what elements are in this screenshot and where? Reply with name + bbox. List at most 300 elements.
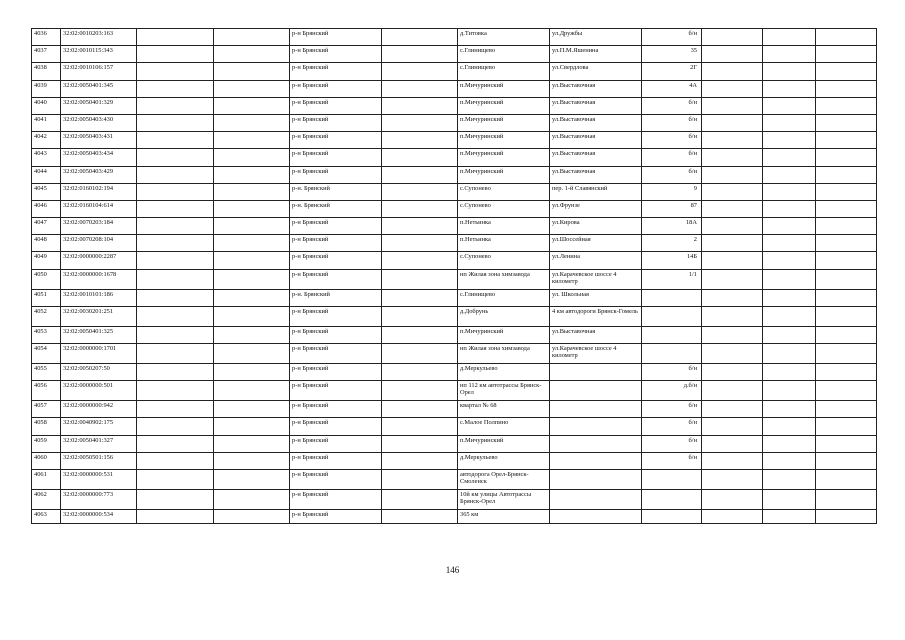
cell-settlement: п.Мичуринский: [458, 166, 550, 183]
cell-blank-col-10: [702, 489, 763, 509]
cell-record-number: 4043: [32, 149, 61, 166]
cell-blank-col-10: [702, 149, 763, 166]
cell-record-number: 4062: [32, 489, 61, 509]
cell-record-number: 4054: [32, 344, 61, 364]
cell-street: пер. 1-й Славянский: [550, 183, 642, 200]
cell-blank-col-12: [816, 381, 877, 401]
cell-house-number: б/н: [642, 29, 702, 46]
cell-cadastral-number: 32:02:0050207:50: [61, 364, 137, 381]
cell-blank-col-11: [763, 401, 816, 418]
cell-blank-col-12: [816, 289, 877, 306]
cell-blank-col-3: [137, 344, 214, 364]
cell-house-number: [642, 326, 702, 343]
cell-record-number: 4055: [32, 364, 61, 381]
cell-blank-col-11: [763, 235, 816, 252]
cell-blank-col-6: [382, 509, 458, 523]
cell-blank-col-6: [382, 235, 458, 252]
register-body: [32, 29, 877, 524]
cell-blank-col-11: [763, 489, 816, 509]
cell-blank-col-4: [214, 166, 290, 183]
cell-record-number: 4041: [32, 114, 61, 131]
cell-house-number: д.б/н: [642, 381, 702, 401]
cell-record-number: 4059: [32, 435, 61, 452]
cell-blank-col-6: [382, 183, 458, 200]
cell-blank-col-11: [763, 114, 816, 131]
cell-record-number: 4049: [32, 252, 61, 269]
cell-blank-col-12: [816, 509, 877, 523]
cell-blank-col-12: [816, 235, 877, 252]
cell-house-number: 2Г: [642, 63, 702, 80]
cell-blank-col-3: [137, 469, 214, 489]
cell-district: р-н Брянский: [290, 46, 382, 63]
table-row: [32, 269, 877, 289]
cell-record-number: 4060: [32, 452, 61, 469]
cell-blank-col-3: [137, 97, 214, 114]
cell-blank-col-12: [816, 435, 877, 452]
cell-house-number: 35: [642, 46, 702, 63]
cell-record-number: 4042: [32, 132, 61, 149]
cell-district: р-н. Брянский: [290, 200, 382, 217]
cell-blank-col-3: [137, 401, 214, 418]
table-row: [32, 132, 877, 149]
cell-blank-col-4: [214, 114, 290, 131]
cell-record-number: 4039: [32, 80, 61, 97]
cell-settlement: д.Добрунь: [458, 306, 550, 326]
cell-blank-col-4: [214, 252, 290, 269]
cell-blank-col-11: [763, 381, 816, 401]
cell-blank-col-12: [816, 489, 877, 509]
cell-blank-col-10: [702, 132, 763, 149]
cell-blank-col-11: [763, 183, 816, 200]
cell-blank-col-10: [702, 252, 763, 269]
cell-blank-col-12: [816, 29, 877, 46]
cell-blank-col-12: [816, 364, 877, 381]
cell-district: р-н. Брянский: [290, 289, 382, 306]
cell-cadastral-number: 32:02:0050403:431: [61, 132, 137, 149]
cell-blank-col-4: [214, 452, 290, 469]
cell-blank-col-6: [382, 29, 458, 46]
cell-blank-col-10: [702, 166, 763, 183]
cell-settlement: п.Мичуринский: [458, 435, 550, 452]
cell-blank-col-4: [214, 63, 290, 80]
cell-record-number: 4063: [32, 509, 61, 523]
cell-blank-col-12: [816, 469, 877, 489]
cell-blank-col-6: [382, 80, 458, 97]
cell-blank-col-4: [214, 149, 290, 166]
cell-settlement: с.Супонево: [458, 183, 550, 200]
cell-blank-col-6: [382, 326, 458, 343]
cell-blank-col-4: [214, 183, 290, 200]
cell-blank-col-4: [214, 29, 290, 46]
page-number: 146: [445, 565, 460, 575]
cell-blank-col-6: [382, 344, 458, 364]
cell-record-number: 4046: [32, 200, 61, 217]
cell-house-number: б/н: [642, 114, 702, 131]
cell-settlement: д.Меркульево: [458, 364, 550, 381]
cell-blank-col-4: [214, 97, 290, 114]
cell-house-number: [642, 469, 702, 489]
table-row: [32, 401, 877, 418]
cell-blank-col-6: [382, 401, 458, 418]
cell-blank-col-12: [816, 252, 877, 269]
cell-street: ул.Выставочная: [550, 326, 642, 343]
cell-blank-col-11: [763, 252, 816, 269]
cell-settlement: с.Глинищево: [458, 289, 550, 306]
cell-cadastral-number: 32:02:0010101:186: [61, 289, 137, 306]
cell-blank-col-11: [763, 200, 816, 217]
cell-blank-col-10: [702, 418, 763, 435]
table-row: [32, 381, 877, 401]
cell-blank-col-6: [382, 418, 458, 435]
cell-record-number: 4037: [32, 46, 61, 63]
cell-street: [550, 364, 642, 381]
cell-blank-col-6: [382, 252, 458, 269]
cell-blank-col-4: [214, 381, 290, 401]
cell-blank-col-12: [816, 97, 877, 114]
cell-blank-col-11: [763, 218, 816, 235]
cell-blank-col-3: [137, 306, 214, 326]
cell-street: ул.Свердлова: [550, 63, 642, 80]
table-row: [32, 452, 877, 469]
cell-cadastral-number: 32:02:0160102:194: [61, 183, 137, 200]
cell-cadastral-number: 32:02:0160104:614: [61, 200, 137, 217]
cell-cadastral-number: 32:02:0000000:942: [61, 401, 137, 418]
cell-house-number: б/н: [642, 166, 702, 183]
cell-cadastral-number: 32:02:0050401:325: [61, 326, 137, 343]
cell-cadastral-number: 32:02:0000000:534: [61, 509, 137, 523]
table-row: [32, 364, 877, 381]
cell-house-number: б/н: [642, 401, 702, 418]
cell-blank-col-12: [816, 166, 877, 183]
cell-blank-col-6: [382, 364, 458, 381]
cell-blank-col-3: [137, 114, 214, 131]
cell-blank-col-3: [137, 381, 214, 401]
cell-blank-col-6: [382, 63, 458, 80]
table-row: [32, 29, 877, 46]
cell-blank-col-10: [702, 235, 763, 252]
cell-blank-col-11: [763, 80, 816, 97]
cell-settlement: д.Меркульево: [458, 452, 550, 469]
cell-blank-col-10: [702, 183, 763, 200]
cell-blank-col-4: [214, 306, 290, 326]
cell-street: [550, 509, 642, 523]
cell-street: [550, 469, 642, 489]
cell-blank-col-6: [382, 149, 458, 166]
cell-street: ул.Выставочная: [550, 132, 642, 149]
cell-record-number: 4045: [32, 183, 61, 200]
table-row: [32, 509, 877, 523]
cell-settlement: п.Мичуринский: [458, 326, 550, 343]
cell-blank-col-6: [382, 435, 458, 452]
table-row: [32, 489, 877, 509]
cell-cadastral-number: 32:02:0050401:327: [61, 435, 137, 452]
cell-settlement: п.Мичуринский: [458, 97, 550, 114]
cell-blank-col-6: [382, 381, 458, 401]
cell-blank-col-6: [382, 132, 458, 149]
cell-district: р-н Брянский: [290, 218, 382, 235]
table-row: [32, 435, 877, 452]
cell-blank-col-3: [137, 149, 214, 166]
cell-street: ул.П.М.Яшенина: [550, 46, 642, 63]
cell-blank-col-4: [214, 326, 290, 343]
cell-blank-col-10: [702, 326, 763, 343]
cell-cadastral-number: 32:02:0050401:329: [61, 97, 137, 114]
cell-record-number: 4061: [32, 469, 61, 489]
cell-blank-col-11: [763, 289, 816, 306]
cell-street: ул. Школьная: [550, 289, 642, 306]
cell-district: р-н Брянский: [290, 489, 382, 509]
cell-blank-col-12: [816, 114, 877, 131]
cell-blank-col-10: [702, 435, 763, 452]
cell-street: ул.Кирова: [550, 218, 642, 235]
table-row: [32, 149, 877, 166]
cell-district: р-н Брянский: [290, 269, 382, 289]
cell-blank-col-10: [702, 289, 763, 306]
cell-cadastral-number: 32:02:0030201:251: [61, 306, 137, 326]
cadastral-register-table: [31, 28, 877, 524]
cell-blank-col-11: [763, 46, 816, 63]
cell-blank-col-12: [816, 200, 877, 217]
cell-settlement: п.Мичуринский: [458, 132, 550, 149]
cell-settlement: квартал № 68: [458, 401, 550, 418]
cell-blank-col-4: [214, 132, 290, 149]
cell-district: р-н Брянский: [290, 381, 382, 401]
cell-settlement: 365 км: [458, 509, 550, 523]
cell-blank-col-12: [816, 326, 877, 343]
cell-blank-col-3: [137, 452, 214, 469]
cell-blank-col-11: [763, 63, 816, 80]
cell-settlement: п.Нетьинка: [458, 218, 550, 235]
table-row: [32, 114, 877, 131]
cell-blank-col-12: [816, 149, 877, 166]
cell-blank-col-10: [702, 269, 763, 289]
cell-district: р-н Брянский: [290, 80, 382, 97]
table-row: [32, 235, 877, 252]
cell-blank-col-11: [763, 364, 816, 381]
cell-record-number: 4047: [32, 218, 61, 235]
cell-cadastral-number: 32:02:0000000:2287: [61, 252, 137, 269]
cell-blank-col-10: [702, 452, 763, 469]
cell-street: ул.Дружбы: [550, 29, 642, 46]
cell-blank-col-10: [702, 344, 763, 364]
table-row: [32, 183, 877, 200]
cell-cadastral-number: 32:02:0070203:184: [61, 218, 137, 235]
cell-blank-col-11: [763, 132, 816, 149]
cell-house-number: [642, 509, 702, 523]
table-row: [32, 200, 877, 217]
cell-district: р-н Брянский: [290, 364, 382, 381]
cell-settlement: с.Глинищево: [458, 46, 550, 63]
cell-blank-col-6: [382, 218, 458, 235]
cell-blank-col-4: [214, 200, 290, 217]
cell-street: ул.Выставочная: [550, 97, 642, 114]
cell-cadastral-number: 32:02:0040902:175: [61, 418, 137, 435]
cell-district: р-н Брянский: [290, 401, 382, 418]
cell-blank-col-6: [382, 452, 458, 469]
cell-blank-col-10: [702, 63, 763, 80]
cell-blank-col-10: [702, 306, 763, 326]
cell-settlement: нп Жилая зона химзавода: [458, 344, 550, 364]
cell-district: р-н Брянский: [290, 132, 382, 149]
cell-blank-col-3: [137, 326, 214, 343]
cell-blank-col-6: [382, 469, 458, 489]
cell-cadastral-number: 32:02:0000000:1701: [61, 344, 137, 364]
cell-record-number: 4053: [32, 326, 61, 343]
cell-blank-col-10: [702, 401, 763, 418]
cell-blank-col-10: [702, 29, 763, 46]
cell-street: [550, 381, 642, 401]
cell-blank-col-11: [763, 149, 816, 166]
cell-blank-col-12: [816, 80, 877, 97]
cell-street: ул.Карачевское шоссе 4 километр: [550, 344, 642, 364]
cell-district: р-н Брянский: [290, 509, 382, 523]
cell-street: [550, 435, 642, 452]
table-row: [32, 63, 877, 80]
cell-blank-col-4: [214, 469, 290, 489]
cell-blank-col-12: [816, 306, 877, 326]
cell-cadastral-number: 32:02:0050403:429: [61, 166, 137, 183]
cell-settlement: 10й км улицы Автотрассы Брянск-Орел: [458, 489, 550, 509]
cell-blank-col-12: [816, 218, 877, 235]
cell-record-number: 4040: [32, 97, 61, 114]
cell-house-number: б/н: [642, 132, 702, 149]
cell-blank-col-10: [702, 200, 763, 217]
cell-blank-col-4: [214, 80, 290, 97]
cell-settlement: п.Мичуринский: [458, 149, 550, 166]
cell-house-number: б/н: [642, 97, 702, 114]
cell-district: р-н Брянский: [290, 306, 382, 326]
cell-blank-col-11: [763, 326, 816, 343]
cell-settlement: д.Титовка: [458, 29, 550, 46]
cell-blank-col-6: [382, 114, 458, 131]
cell-blank-col-10: [702, 469, 763, 489]
cell-cadastral-number: 32:02:0050403:434: [61, 149, 137, 166]
cell-house-number: б/н: [642, 418, 702, 435]
cell-blank-col-10: [702, 46, 763, 63]
cell-blank-col-10: [702, 364, 763, 381]
cell-house-number: 87: [642, 200, 702, 217]
cell-street: 4 км автодороги Брянск-Гомель: [550, 306, 642, 326]
cell-street: ул.Ленина: [550, 252, 642, 269]
cell-record-number: 4052: [32, 306, 61, 326]
cell-record-number: 4057: [32, 401, 61, 418]
cell-settlement: с.Супонево: [458, 252, 550, 269]
cell-district: р-н Брянский: [290, 252, 382, 269]
cell-blank-col-10: [702, 218, 763, 235]
cell-blank-col-3: [137, 435, 214, 452]
cell-blank-col-6: [382, 306, 458, 326]
cell-blank-col-10: [702, 80, 763, 97]
cell-house-number: [642, 306, 702, 326]
cell-blank-col-11: [763, 97, 816, 114]
cell-blank-col-3: [137, 489, 214, 509]
cell-house-number: 9: [642, 183, 702, 200]
table-row: [32, 289, 877, 306]
cell-blank-col-4: [214, 364, 290, 381]
cell-blank-col-3: [137, 509, 214, 523]
cell-blank-col-12: [816, 344, 877, 364]
cell-blank-col-4: [214, 218, 290, 235]
cell-blank-col-12: [816, 269, 877, 289]
cell-house-number: 14Б: [642, 252, 702, 269]
cell-district: р-н. Брянский: [290, 183, 382, 200]
cell-district: р-н Брянский: [290, 469, 382, 489]
cell-blank-col-6: [382, 200, 458, 217]
cell-blank-col-11: [763, 509, 816, 523]
cell-house-number: 4А: [642, 80, 702, 97]
cell-district: р-н Брянский: [290, 435, 382, 452]
cell-blank-col-12: [816, 63, 877, 80]
cell-blank-col-10: [702, 381, 763, 401]
cell-record-number: 4044: [32, 166, 61, 183]
cell-blank-col-6: [382, 97, 458, 114]
cell-street: [550, 401, 642, 418]
cell-cadastral-number: 32:02:0010203:163: [61, 29, 137, 46]
cell-district: р-н Брянский: [290, 149, 382, 166]
cell-cadastral-number: 32:02:0050501:156: [61, 452, 137, 469]
table-row: [32, 80, 877, 97]
table-row: [32, 469, 877, 489]
cell-cadastral-number: 32:02:0010106:157: [61, 63, 137, 80]
cell-settlement: п.Мичуринский: [458, 114, 550, 131]
cell-cadastral-number: 32:02:0010115:343: [61, 46, 137, 63]
cell-blank-col-6: [382, 46, 458, 63]
cell-district: р-н Брянский: [290, 452, 382, 469]
cell-blank-col-3: [137, 200, 214, 217]
cell-district: р-н Брянский: [290, 97, 382, 114]
cell-settlement: с.Малое Полпино: [458, 418, 550, 435]
cell-blank-col-12: [816, 183, 877, 200]
cell-cadastral-number: 32:02:0050401:345: [61, 80, 137, 97]
cell-district: р-н Брянский: [290, 166, 382, 183]
cell-blank-col-3: [137, 46, 214, 63]
cell-house-number: б/н: [642, 452, 702, 469]
cell-record-number: 4036: [32, 29, 61, 46]
cell-cadastral-number: 32:02:0000000:773: [61, 489, 137, 509]
cell-blank-col-11: [763, 452, 816, 469]
cell-street: ул.Выставочная: [550, 149, 642, 166]
cell-blank-col-6: [382, 289, 458, 306]
cell-blank-col-4: [214, 344, 290, 364]
table-row: [32, 326, 877, 343]
cell-house-number: б/н: [642, 435, 702, 452]
cell-settlement: нп 112 км автотрассы Брянск-Орел: [458, 381, 550, 401]
cell-blank-col-6: [382, 166, 458, 183]
cell-street: ул.Выставочная: [550, 80, 642, 97]
cell-cadastral-number: 32:02:0050403:430: [61, 114, 137, 131]
cell-district: р-н Брянский: [290, 63, 382, 80]
cell-blank-col-3: [137, 235, 214, 252]
cell-record-number: 4056: [32, 381, 61, 401]
cell-blank-col-10: [702, 509, 763, 523]
cell-blank-col-3: [137, 29, 214, 46]
cell-house-number: б/н: [642, 364, 702, 381]
table-row: [32, 418, 877, 435]
cell-street: ул.Выставочная: [550, 114, 642, 131]
cell-record-number: 4058: [32, 418, 61, 435]
cell-blank-col-4: [214, 46, 290, 63]
cell-cadastral-number: 32:02:0000000:501: [61, 381, 137, 401]
cell-blank-col-11: [763, 306, 816, 326]
cell-record-number: 4048: [32, 235, 61, 252]
cell-blank-col-6: [382, 489, 458, 509]
cell-blank-col-4: [214, 289, 290, 306]
cell-blank-col-11: [763, 418, 816, 435]
cell-district: р-н Брянский: [290, 29, 382, 46]
cell-house-number: 2: [642, 235, 702, 252]
cell-blank-col-12: [816, 132, 877, 149]
cell-district: р-н Брянский: [290, 326, 382, 343]
